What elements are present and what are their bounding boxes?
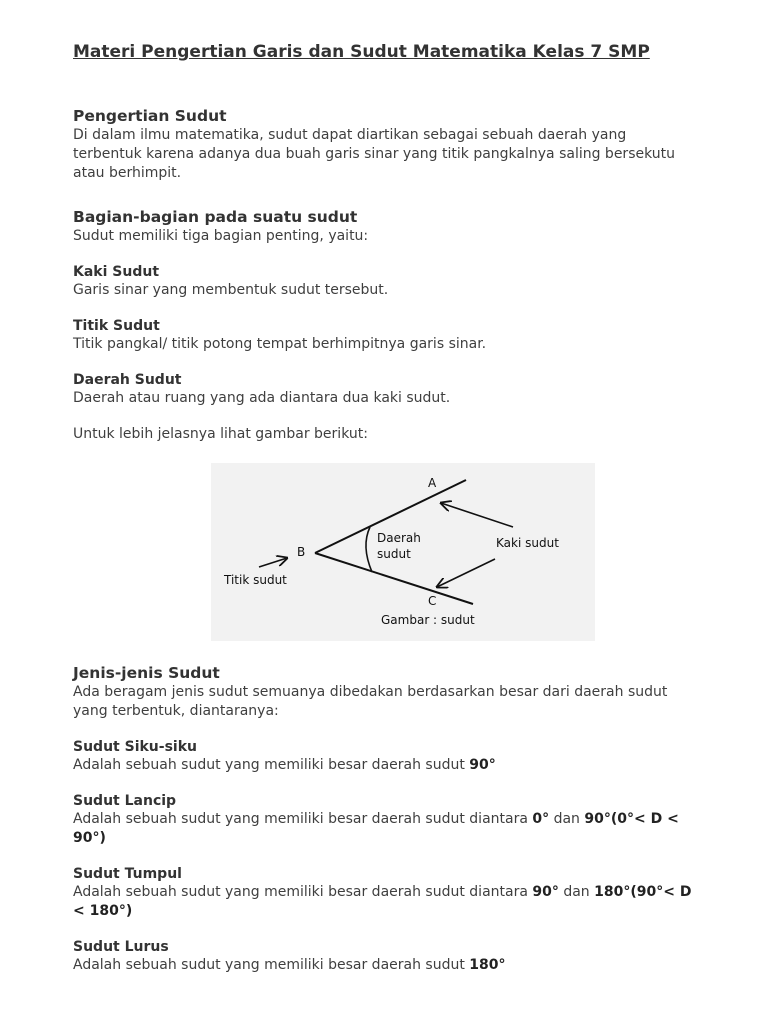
paragraph-line: [73, 902, 741, 921]
label-daerah-1: Daerah: [377, 531, 421, 545]
text-run: Adalah sebuah sudut yang memiliki besar daerah sudut: [73, 757, 465, 773]
angle-arc: [366, 527, 372, 572]
subheading-lurus: Sudut Lurus: [73, 939, 169, 955]
label-daerah-2: sudut: [377, 547, 411, 561]
paragraph-line: Di dalam ilmu matematika, sudut dapat diartikan sebagai sebuah daerah yang: [73, 127, 627, 143]
value-run: 180°(90°< D: [594, 884, 692, 900]
angle-diagram-svg: [211, 463, 595, 641]
paragraph-line: [73, 756, 741, 775]
label-a: A: [428, 476, 437, 490]
text-run: dan: [563, 884, 590, 900]
paragraph-line: [73, 956, 741, 975]
label-c: C: [428, 594, 437, 608]
paragraph-line: Garis sinar yang membentuk sudut tersebut.: [73, 282, 389, 298]
subheading-tumpul: Sudut Tumpul: [73, 866, 182, 882]
paragraph-line: [73, 829, 741, 848]
paragraph-line: Ada beragam jenis sudut semuanya dibedakan berdasarkan besar dari daerah sudut: [73, 684, 668, 700]
value-run: 180°: [469, 957, 506, 973]
figure-caption: Gambar : sudut: [381, 613, 475, 627]
subheading-daerah-sudut: Daerah Sudut: [73, 372, 182, 388]
value-run: 90°: [532, 884, 559, 900]
label-titik-sudut: Titik sudut: [224, 573, 287, 587]
paragraph-line: [73, 810, 741, 829]
text-run: Adalah sebuah sudut yang memiliki besar daerah sudut diantara: [73, 884, 528, 900]
paragraph-line: terbentuk karena adanya dua buah garis sinar yang titik pangkalnya saling bersekutu: [73, 146, 676, 162]
text-run: dan: [553, 811, 580, 827]
subheading-siku-siku: Sudut Siku-siku: [73, 739, 197, 755]
paragraph-line: [73, 883, 741, 902]
section-heading-bagian: Bagian-bagian pada suatu sudut: [73, 208, 358, 226]
label-b: B: [297, 545, 306, 559]
text-run: Adalah sebuah sudut yang memiliki besar daerah sudut: [73, 957, 465, 973]
value-run: < 180°): [73, 903, 133, 919]
page-title: Materi Pengertian Garis dan Sudut Matematika Kelas 7 SMP: [73, 42, 650, 62]
value-run: 90°(0°< D <: [584, 811, 679, 827]
text-run: Adalah sebuah sudut yang memiliki besar daerah sudut diantara: [73, 811, 528, 827]
angle-diagram: [211, 463, 595, 641]
paragraph-line: Sudut memiliki tiga bagian penting, yaitu:: [73, 228, 369, 244]
arrow-kaki-bottom: [437, 559, 495, 587]
paragraph-line: Titik pangkal/ titik potong tempat berhimpitnya garis sinar.: [73, 336, 487, 352]
value-run: 90°): [73, 830, 106, 846]
paragraph-line: Daerah atau ruang yang ada diantara dua kaki sudut.: [73, 390, 451, 406]
value-run: 90°: [469, 757, 496, 773]
paragraph-line: Untuk lebih jelasnya lihat gambar berikut:: [73, 426, 368, 442]
subheading-lancip: Sudut Lancip: [73, 793, 177, 809]
arrow-titik: [259, 558, 287, 567]
paragraph-line: yang terbentuk, diantaranya:: [73, 703, 279, 719]
subheading-titik-sudut: Titik Sudut: [73, 318, 160, 334]
label-kaki-sudut: Kaki sudut: [496, 536, 559, 550]
section-heading-pengertian: Pengertian Sudut: [73, 107, 227, 125]
subheading-kaki-sudut: Kaki Sudut: [73, 264, 160, 280]
arrow-kaki-top: [441, 503, 513, 527]
paragraph-line: atau berhimpit.: [73, 165, 182, 181]
value-run: 0°: [532, 811, 550, 827]
section-heading-jenis: Jenis-jenis Sudut: [73, 664, 220, 682]
